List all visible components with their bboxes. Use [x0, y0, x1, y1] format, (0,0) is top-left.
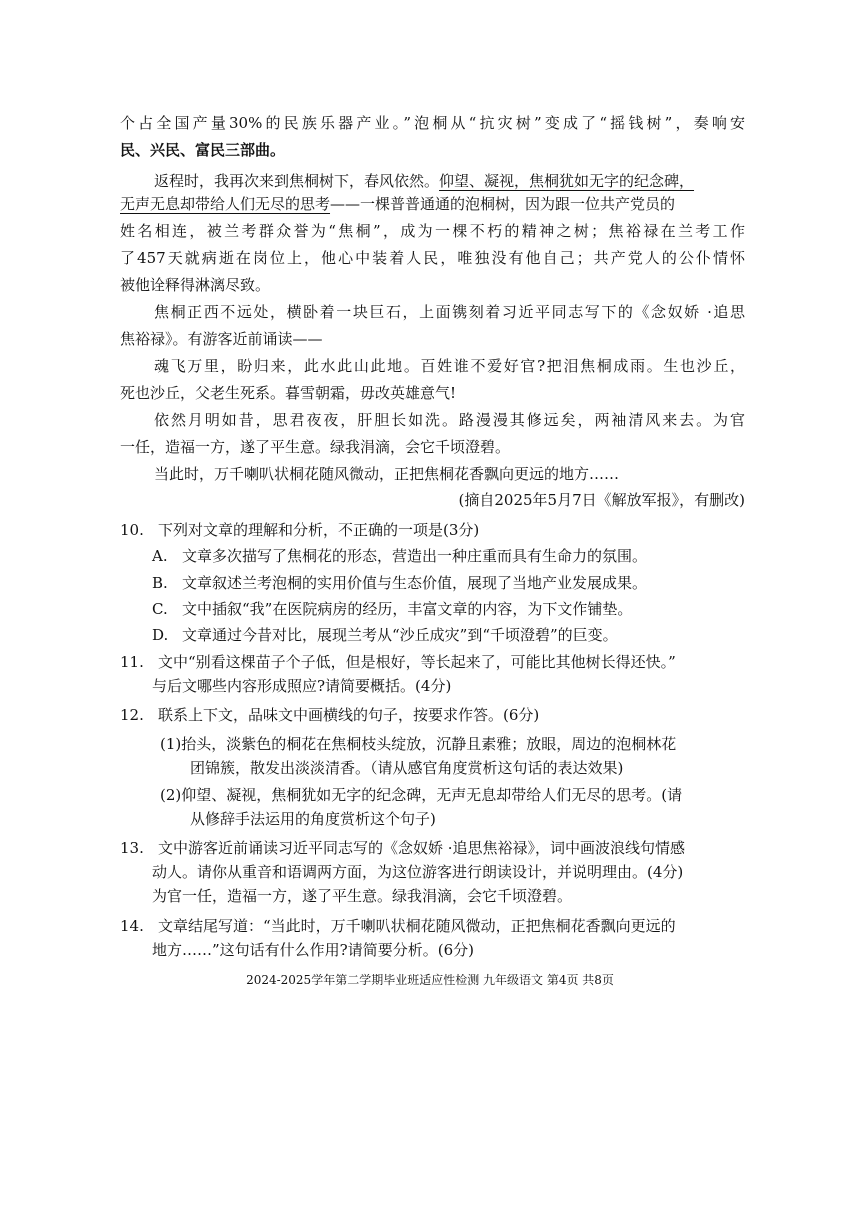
- question-stem: 联系上下文，品味文中画横线的句子，按要求作答。(6分): [158, 706, 540, 724]
- question-line: 与后文哪些内容形成照应?请简要概括。(4分): [152, 677, 452, 695]
- poem-line: 一任，造福一方，遂了平生意。绿我涓滴，会它千顷澄碧。: [120, 438, 511, 456]
- underlined-sentence: 仰望、凝视，焦桐犹如无字的纪念碑，: [439, 172, 695, 190]
- question-stem: 文中游客近前诵读习近平同志写的《念奴娇 ·追思焦裕禄》，词中画波浪线句情感: [158, 839, 686, 857]
- question-number: 12.: [120, 706, 144, 724]
- article-line: 了457天就病逝在岗位上，他心中装着人民，唯独没有他自己；共产党人的公仆情怀: [120, 249, 745, 267]
- question-line: 地方……”这句话有什么作用?请简要分析。(6分): [152, 941, 474, 959]
- question-number: 14.: [120, 917, 144, 935]
- option-text: 文章叙述兰考泡桐的实用价值与生态价值，展现了当地产业发展成果。: [182, 574, 648, 592]
- option-b: [152, 573, 745, 593]
- question-stem: 文章结尾写道：“当此时，万千喇叭状桐花随风微动，正把焦桐花香飘向更远的: [158, 917, 676, 935]
- option-a: [152, 546, 745, 566]
- sub-question-1: (1)抬头，淡紫色的桐花在焦桐枝头绽放，沉静且素雅；放眼，周边的泡桐林花: [160, 735, 677, 753]
- option-letter: A.: [152, 547, 168, 565]
- question-13: [120, 838, 745, 858]
- article-line: 被他诠释得淋漓尽致。: [120, 276, 271, 294]
- poem-line: 魂飞万里，盼归来，此水此山此地。百姓谁不爱好官?把泪焦桐成雨。生也沙丘，: [154, 357, 745, 375]
- article-text: 返程时，我再次来到焦桐树下，春风依然。: [154, 172, 440, 190]
- question-12: [120, 705, 745, 725]
- question-number: 13.: [120, 839, 144, 857]
- sub-question-2-cont: 从修辞手法运用的角度赏析这个句子): [190, 810, 436, 828]
- option-text: 文章多次描写了焦桐花的形态，营造出一种庄重而具有生命力的氛围。: [182, 547, 648, 565]
- option-d: [152, 625, 745, 645]
- question-line: 为官一任，造福一方，遂了平生意。绿我涓滴，会它千顷澄碧。: [152, 887, 573, 905]
- question-number: 10.: [120, 521, 144, 539]
- article-line: 个占全国产量30%的民族乐器产业。”泡桐从“抗灾树”变成了“摇钱树”，奏响安: [120, 114, 745, 132]
- underlined-sentence: 无声无息却带给人们无尽的思考: [120, 195, 331, 213]
- question-line: 动人。请你从重音和语调两方面，为这位游客进行朗读设计，并说明理由。(4分): [152, 863, 684, 881]
- question-number: 11.: [120, 653, 144, 671]
- option-letter: C.: [152, 600, 168, 618]
- poem-line: 依然月明如昔，思君夜夜，肝胆长如洗。路漫漫其修远矣，两袖清风来去。为官: [154, 411, 745, 429]
- question-11: [120, 652, 745, 672]
- article-line: 当此时，万千喇叭状桐花随风微动，正把焦桐花香飘向更远的地方……: [154, 465, 620, 483]
- article-source: (摘自2025年5月7日《解放军报》，有删改): [458, 491, 745, 509]
- poem-line: 死也沙丘，父老生死系。暮雪朝霜，毋改英雄意气!: [120, 384, 457, 402]
- sub-question-1-cont: 团锦簇，散发出淡淡清香。（请从感官角度赏析这句话的表达效果): [190, 759, 624, 777]
- option-text: 文章通过今昔对比，展现兰考从“沙丘成灾”到“千顷澄碧”的巨变。: [182, 626, 618, 644]
- article-line: 姓名相连，被兰考群众誉为“焦桐”，成为一棵不朽的精神之树；焦裕禄在兰考工作: [120, 222, 745, 240]
- question-stem: 下列对文章的理解和分析，不正确的一项是(3分): [158, 521, 480, 539]
- article-text: ——一棵普普通通的泡桐树，因为跟一位共产党员的: [330, 195, 676, 213]
- article-line: 民、兴民、富民三部曲。: [120, 141, 286, 159]
- question-14: [120, 916, 745, 936]
- article-line: 焦桐正西不远处，横卧着一块巨石，上面镌刻着习近平同志写下的《念奴娇 ·追思: [154, 303, 745, 321]
- page-footer: 2024-2025学年第二学期毕业班适应性检测 九年级语文 第4页 共8页: [246, 973, 614, 987]
- question-stem: 文中“别看这棵苗子个子低，但是根好，等长起来了，可能比其他树长得还快。”: [158, 653, 676, 671]
- option-text: 文中插叙“我”在医院病房的经历，丰富文章的内容，为下文作铺垫。: [182, 600, 633, 618]
- article-line: 焦裕禄》。有游客近前诵读——: [120, 330, 323, 348]
- article-line: [120, 194, 745, 214]
- option-letter: B.: [152, 574, 168, 592]
- article-line: [154, 171, 745, 191]
- option-c: [152, 599, 745, 619]
- option-letter: D.: [152, 626, 169, 644]
- sub-question-2: (2)仰望、凝视，焦桐犹如无字的纪念碑，无声无息却带给人们无尽的思考。(请: [160, 786, 683, 804]
- question-10: [120, 520, 745, 540]
